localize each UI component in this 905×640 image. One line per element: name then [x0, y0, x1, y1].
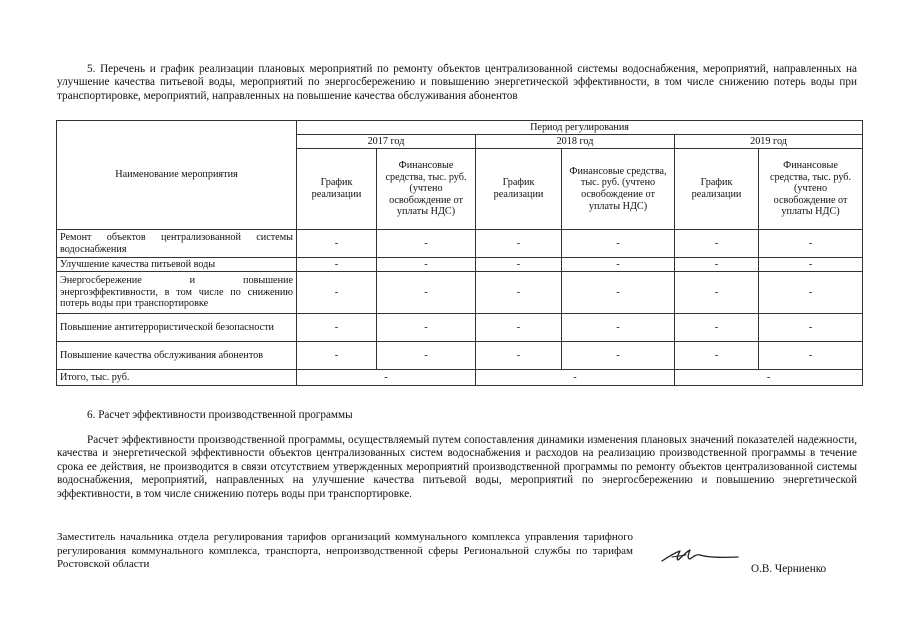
total-label: Итого, тыс. руб. [57, 370, 297, 386]
table-cell: - [675, 314, 759, 342]
header-finance: Финансовые средства, тыс. руб. (учтено освобождение от уплаты НДС) [562, 149, 675, 230]
table-cell: - [377, 314, 476, 342]
row-label: Повышение качества обслуживания абонентов [57, 342, 297, 370]
signatory-position: Заместитель начальника отдела регулирования тарифов организаций коммунального комплекса управления тарифного регулирования коммунального комплекса, транспорта, непроизводственной сферы Региональной службы по тарифам Ростовской области [57, 531, 633, 571]
header-event-name: Наименование мероприятия [57, 121, 297, 230]
table-cell: - [759, 314, 863, 342]
table-cell: - [759, 342, 863, 370]
signatory-name: О.В. Черниенко [751, 563, 827, 575]
header-schedule: График реализации [476, 149, 562, 230]
table-cell: - [675, 272, 759, 314]
table-row [57, 314, 863, 342]
table-cell: - [759, 272, 863, 314]
total-2017: - [297, 370, 476, 386]
header-year-2018: 2018 год [476, 135, 675, 149]
table-cell: - [377, 230, 476, 258]
table-cell: - [562, 342, 675, 370]
table-cell: - [675, 342, 759, 370]
table-cell: - [377, 342, 476, 370]
table-total-row [57, 370, 863, 386]
table-cell: - [297, 230, 377, 258]
table-cell: - [476, 272, 562, 314]
table-cell: - [675, 230, 759, 258]
table-cell: - [476, 314, 562, 342]
table-cell: - [377, 272, 476, 314]
table-cell: - [476, 258, 562, 272]
header-period: Период регулирования [297, 121, 863, 135]
section-6-heading: 6. Расчет эффективности производственной программы [87, 409, 353, 421]
table-cell: - [297, 314, 377, 342]
table-cell: - [297, 342, 377, 370]
row-label: Улучшение качества питьевой воды [57, 258, 297, 272]
row-label: Энергосбережение и повышение энергоэффективности, в том числе по снижению потерь воды при транспортировке [57, 272, 297, 314]
section-5-paragraph: 5. Перечень и график реализации плановых мероприятий по ремонту объектов централизованной системы водоснабжения, мероприятий, направленных на улучшение качества питьевой воды, мероприятий по энергосбережению и повышению энергетической эффективности, в том числе снижению потерь воды при транспортировке, мероприятий, направленных на повышение качества обслуживания абонентов [57, 63, 857, 102]
table-row [57, 342, 863, 370]
table-cell: - [476, 230, 562, 258]
events-table [56, 120, 863, 386]
total-2018: - [476, 370, 675, 386]
header-year-2017: 2017 год [297, 135, 476, 149]
table-cell: - [675, 258, 759, 272]
section-6-paragraph: Расчет эффективности производственной программы, осуществляемый путем сопоставления динамики изменения плановых значений показателей надежности, качества и энергетической эффективности объектов централизованных систем водоснабжения и расходов на реализацию производственной программы в течение срока ее действия, не производится в связи отсутствием утвержденных мероприятий производственной программы по ремонту объектов централизованной системы водоснабжения, мероприятий, направленных на улучшение качества питьевой воды, мероприятий по энергосбережению и повышению энергетической эффективности, в том числе снижению потерь воды при транспортировке. [57, 434, 857, 500]
row-label: Ремонт объектов централизованной системы водоснабжения [57, 230, 297, 258]
handwritten-signature [660, 545, 740, 567]
table-cell: - [476, 342, 562, 370]
total-2019: - [675, 370, 863, 386]
header-finance: Финансовые средства, тыс. руб. (учтено освобождение от уплаты НДС) [377, 149, 476, 230]
table-cell: - [297, 258, 377, 272]
row-label: Повышение антитеррористической безопасности [57, 314, 297, 342]
header-finance: Финансовые средства, тыс. руб. (учтено освобождение от уплаты НДС) [759, 149, 863, 230]
table-row [57, 272, 863, 314]
table-cell: - [759, 258, 863, 272]
table-cell: - [759, 230, 863, 258]
table-cell: - [297, 272, 377, 314]
table-cell: - [377, 258, 476, 272]
table-row [57, 230, 863, 258]
table-cell: - [562, 314, 675, 342]
table-cell: - [562, 230, 675, 258]
table-cell: - [562, 258, 675, 272]
header-year-2019: 2019 год [675, 135, 863, 149]
header-schedule: График реализации [297, 149, 377, 230]
table-cell: - [562, 272, 675, 314]
table-row [57, 258, 863, 272]
header-schedule: График реализации [675, 149, 759, 230]
